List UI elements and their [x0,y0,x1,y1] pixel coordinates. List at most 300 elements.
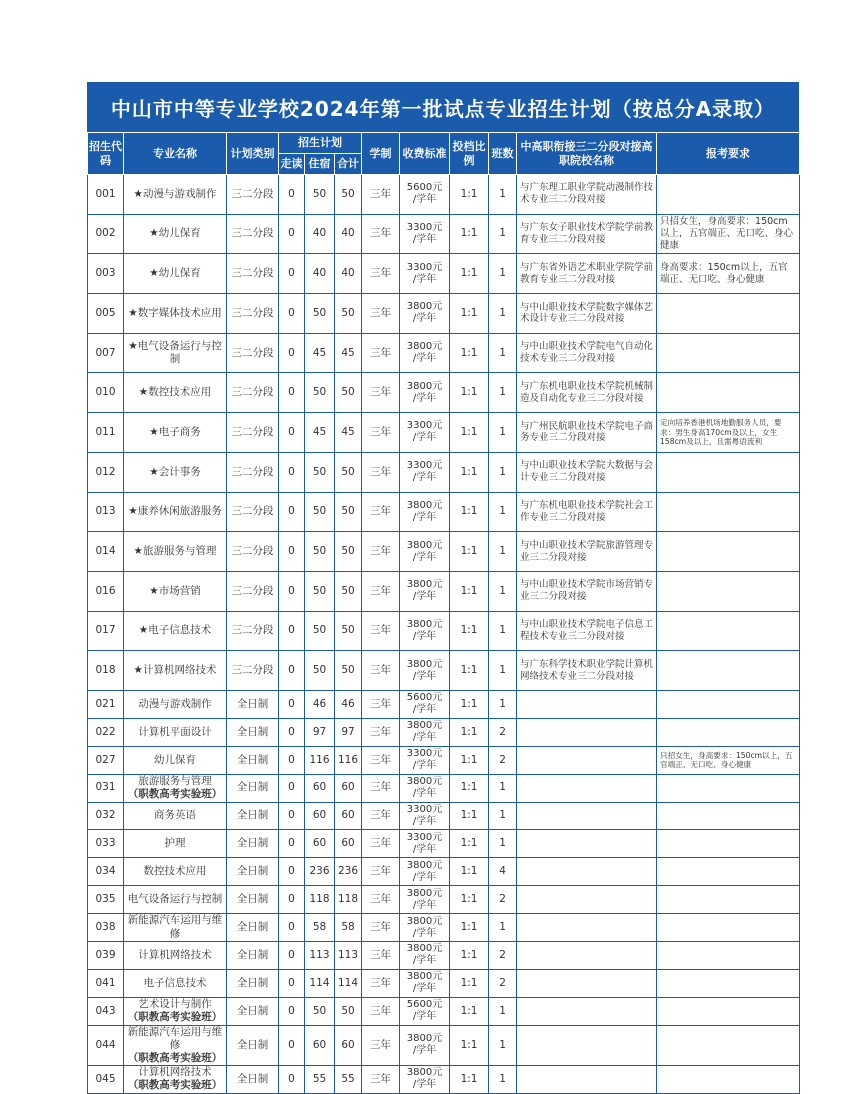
classes-text: 1 [499,584,506,597]
cell-ratio [450,941,489,969]
cell-plan-type [227,969,279,997]
ratio-text: 1:1 [460,386,478,399]
cell-board [305,1066,335,1094]
classes-text: 2 [499,893,506,906]
ratio-text: 1:1 [460,809,478,822]
cell-name [124,294,227,334]
cell-req [657,214,800,254]
fee-unit-text: /学年 [412,1079,437,1091]
cell-fee [400,1025,450,1065]
cell-assoc [517,611,657,651]
name-text: ★电气设备运行与控制 [128,339,222,366]
cell-assoc [517,214,657,254]
total-text: 55 [341,1072,355,1085]
name-text: 计算机网络技术 [138,1066,212,1079]
fee-amount-text: 3800元 [406,887,443,899]
cell-board [305,532,335,572]
cell-fee [400,452,450,492]
cell-years [362,886,400,914]
cell-fee [400,997,450,1025]
name-text: 计算机平面设计 [138,725,212,738]
years-text: 三年 [370,346,392,359]
type-text: 全日制 [236,1004,269,1017]
total-text: 50 [341,544,355,557]
cell-board [305,492,335,532]
code-text: 032 [95,809,116,822]
cell-assoc [517,969,657,997]
cell-day [279,914,305,942]
enrollment-plan-sheet [87,82,799,1094]
cell-plan-type [227,718,279,746]
ratio-text: 1:1 [460,465,478,478]
fee-unit-text: /学年 [412,732,437,744]
cell-code [88,571,124,611]
name-text: ★幼儿保育 [149,267,201,280]
table-row [88,1066,800,1094]
total-text: 60 [341,781,355,794]
cell-classes [489,651,517,691]
cell-ratio [450,858,489,886]
board-text: 50 [312,544,327,557]
cell-assoc [517,333,657,373]
cell-assoc [517,941,657,969]
assoc-text: 与中山职业技术学院旅游管理专业三二分段对接 [520,539,654,563]
classes-text: 1 [499,1072,506,1085]
day-text: 0 [288,187,295,200]
cell-day [279,492,305,532]
fee-unit-text: /学年 [412,353,437,365]
header-plan: 招生计划 [279,133,362,154]
code-text: 001 [95,187,116,200]
fee-amount-text: 3300元 [406,222,443,234]
table-row [88,611,800,651]
cell-day [279,718,305,746]
table-row [88,294,800,334]
cell-code [88,452,124,492]
cell-code [88,373,124,413]
cell-code [88,214,124,254]
cell-assoc [517,175,657,215]
years-text: 三年 [370,809,392,822]
cell-ratio [450,492,489,532]
cell-ratio [450,611,489,651]
type-text: 三二分段 [231,425,274,438]
cell-classes [489,858,517,886]
board-text: 113 [309,948,330,961]
day-text: 0 [288,306,295,319]
fee-unit-text: /学年 [412,1011,437,1023]
total-text: 50 [341,386,355,399]
type-text: 三二分段 [231,227,274,240]
cell-code [88,941,124,969]
cell-years [362,969,400,997]
cell-code [88,886,124,914]
cell-board [305,774,335,802]
total-text: 40 [341,267,355,280]
cell-years [362,941,400,969]
cell-plan-type [227,690,279,718]
fee-unit-text: /学年 [412,843,437,855]
ratio-text: 1:1 [460,425,478,438]
cell-total [335,830,362,858]
cell-years [362,373,400,413]
code-text: 002 [95,227,116,240]
code-text: 033 [95,837,116,850]
fee-amount-text: 3800元 [406,579,443,591]
type-text: 全日制 [236,781,269,794]
cell-req [657,718,800,746]
years-text: 三年 [370,948,392,961]
years-text: 三年 [370,920,392,933]
cell-plan-type [227,746,279,774]
cell-day [279,774,305,802]
classes-text: 1 [499,187,506,200]
cell-assoc [517,746,657,774]
day-text: 0 [288,809,295,822]
cell-name [124,1025,227,1065]
cell-classes [489,690,517,718]
cell-name [124,802,227,830]
req-text: 身高要求：150cm以上，五官端正、无口吃、身心健康 [660,261,788,285]
fee-unit-text: /学年 [412,899,437,911]
cell-code [88,914,124,942]
name-text: 艺术设计与制作 [138,998,212,1011]
ratio-text: 1:1 [460,544,478,557]
cell-day [279,532,305,572]
code-text: 022 [95,725,116,738]
cell-classes [489,492,517,532]
cell-req [657,858,800,886]
total-text: 50 [341,505,355,518]
cell-name [124,830,227,858]
cell-fee [400,373,450,413]
fee-unit-text: /学年 [412,392,437,404]
code-text: 010 [95,386,116,399]
name-text: 计算机网络技术 [138,948,212,961]
total-text: 40 [341,227,355,240]
cell-req [657,294,800,334]
cell-fee [400,746,450,774]
classes-text: 2 [499,725,506,738]
cell-code [88,802,124,830]
ratio-text: 1:1 [460,624,478,637]
years-text: 三年 [370,187,392,200]
cell-fee [400,175,450,215]
years-text: 三年 [370,425,392,438]
classes-text: 1 [499,781,506,794]
cell-years [362,802,400,830]
header-code: 招生代码 [88,133,124,175]
cell-board [305,969,335,997]
cell-ratio [450,690,489,718]
assoc-text: 与中山职业技术学院电气自动化技术专业三二分段对接 [520,341,654,365]
code-text: 039 [95,948,116,961]
classes-text: 1 [499,1004,506,1017]
years-text: 三年 [370,1072,392,1085]
years-text: 三年 [370,725,392,738]
header-assoc: 中高职衔接三二分段对接高职院校名称 [517,133,657,175]
cell-total [335,858,362,886]
cell-assoc [517,413,657,453]
cell-ratio [450,254,489,294]
board-text: 55 [312,1072,327,1085]
classes-text: 1 [499,227,506,240]
cell-ratio [450,1025,489,1065]
day-text: 0 [288,624,295,637]
cell-day [279,941,305,969]
cell-code [88,175,124,215]
cell-day [279,611,305,651]
cell-fee [400,333,450,373]
table-row [88,214,800,254]
cell-req [657,492,800,532]
cell-code [88,333,124,373]
type-text: 全日制 [236,725,269,738]
ratio-text: 1:1 [460,584,478,597]
type-text: 全日制 [236,948,269,961]
fee-amount-text: 3800元 [406,915,443,927]
cell-years [362,333,400,373]
name-text: ★计算机网络技术 [133,664,217,677]
cell-code [88,718,124,746]
cell-total [335,492,362,532]
cell-board [305,294,335,334]
type-text: 三二分段 [231,544,274,557]
cell-board [305,914,335,942]
cell-classes [489,774,517,802]
cell-day [279,1066,305,1094]
code-text: 007 [95,346,116,359]
cell-board [305,413,335,453]
cell-classes [489,802,517,830]
cell-code [88,690,124,718]
cell-classes [489,1066,517,1094]
cell-plan-type [227,941,279,969]
day-text: 0 [288,781,295,794]
cell-classes [489,830,517,858]
name-text: ★幼儿保育 [149,227,201,240]
ratio-text: 1:1 [460,227,478,240]
cell-total [335,1066,362,1094]
type-text: 全日制 [236,837,269,850]
board-text: 50 [312,505,327,518]
years-text: 三年 [370,837,392,850]
ratio-text: 1:1 [460,865,478,878]
cell-name [124,452,227,492]
board-text: 46 [312,697,327,710]
cell-assoc [517,914,657,942]
classes-text: 1 [499,267,506,280]
name-text: ★动漫与游戏制作 [133,187,217,200]
cell-code [88,294,124,334]
cell-plan-type [227,254,279,294]
cell-ratio [450,886,489,914]
cell-code [88,858,124,886]
fee-amount-text: 3800元 [406,943,443,955]
code-text: 038 [95,920,116,933]
fee-amount-text: 3800元 [406,720,443,732]
cell-plan-type [227,1066,279,1094]
cell-plan-type [227,175,279,215]
type-text: 全日制 [236,865,269,878]
years-text: 三年 [370,781,392,794]
cell-years [362,718,400,746]
years-text: 三年 [370,306,392,319]
name-sub-text: （职教高考实验班） [127,1051,223,1064]
cell-day [279,175,305,215]
cell-ratio [450,774,489,802]
name-text: ★市场营销 [149,584,201,597]
cell-years [362,175,400,215]
classes-text: 1 [499,837,506,850]
cell-fee [400,774,450,802]
cell-assoc [517,774,657,802]
name-text: ★电子商务 [149,425,201,438]
cell-name [124,858,227,886]
classes-text: 1 [499,1038,506,1051]
table-row [88,413,800,453]
cell-years [362,254,400,294]
board-text: 50 [312,624,327,637]
name-text: 商务英语 [154,809,196,822]
cell-fee [400,532,450,572]
req-text: 只招女生，身高要求：150cm以上，五官端正、无口吃、身心健康 [660,216,794,251]
cell-fee [400,214,450,254]
cell-fee [400,858,450,886]
fee-unit-text: /学年 [412,234,437,246]
cell-classes [489,941,517,969]
cell-day [279,858,305,886]
day-text: 0 [288,1038,295,1051]
type-text: 三二分段 [231,664,274,677]
cell-day [279,254,305,294]
table-row [88,858,800,886]
day-text: 0 [288,1004,295,1017]
board-text: 114 [309,976,330,989]
ratio-text: 1:1 [460,920,478,933]
fee-unit-text: /学年 [412,670,437,682]
cell-years [362,413,400,453]
classes-text: 1 [499,920,506,933]
cell-req [657,651,800,691]
cell-code [88,651,124,691]
cell-plan-type [227,532,279,572]
cell-total [335,175,362,215]
assoc-text: 与广东机电职业技术学院机械制造及自动化专业三二分段对接 [520,380,654,404]
cell-day [279,452,305,492]
cell-years [362,611,400,651]
cell-plan-type [227,997,279,1025]
cell-classes [489,175,517,215]
name-text: 动漫与游戏制作 [138,697,212,710]
cell-classes [489,294,517,334]
cell-day [279,294,305,334]
cell-plan-type [227,886,279,914]
cell-req [657,774,800,802]
fee-unit-text: /学年 [412,630,437,642]
cell-name [124,611,227,651]
cell-board [305,611,335,651]
fee-unit-text: /学年 [412,551,437,563]
enrollment-table [87,132,800,1094]
header-req: 报考要求 [657,133,800,175]
cell-req [657,690,800,718]
name-sub-text: （职教高考实验班） [127,1079,223,1092]
fee-amount-text: 3300元 [406,748,443,760]
cell-day [279,571,305,611]
board-text: 40 [312,227,327,240]
cell-board [305,830,335,858]
cell-years [362,452,400,492]
type-text: 三二分段 [231,187,274,200]
cell-years [362,746,400,774]
cell-plan-type [227,774,279,802]
cell-req [657,830,800,858]
cell-code [88,774,124,802]
cell-req [657,333,800,373]
cell-years [362,214,400,254]
board-text: 50 [312,584,327,597]
cell-ratio [450,914,489,942]
cell-plan-type [227,214,279,254]
table-row [88,651,800,691]
cell-classes [489,969,517,997]
fee-unit-text: /学年 [412,871,437,883]
cell-plan-type [227,914,279,942]
cell-code [88,492,124,532]
cell-board [305,452,335,492]
code-text: 045 [95,1072,116,1085]
cell-total [335,1025,362,1065]
cell-plan-type [227,373,279,413]
cell-req [657,175,800,215]
years-text: 三年 [370,865,392,878]
total-text: 60 [341,837,355,850]
cell-assoc [517,254,657,294]
cell-fee [400,886,450,914]
board-text: 60 [312,781,327,794]
ratio-text: 1:1 [460,725,478,738]
cell-code [88,1066,124,1094]
cell-assoc [517,1066,657,1094]
type-text: 全日制 [236,1038,269,1051]
cell-total [335,214,362,254]
cell-total [335,774,362,802]
header-day: 走读 [279,154,305,175]
code-text: 011 [95,425,116,438]
cell-name [124,651,227,691]
type-text: 全日制 [236,1072,269,1085]
cell-name [124,969,227,997]
day-text: 0 [288,505,295,518]
ratio-text: 1:1 [460,187,478,200]
cell-ratio [450,214,489,254]
cell-fee [400,651,450,691]
fee-unit-text: /学年 [412,194,437,206]
cell-board [305,254,335,294]
cell-board [305,802,335,830]
header-name: 专业名称 [124,133,227,175]
cell-ratio [450,571,489,611]
years-text: 三年 [370,624,392,637]
board-text: 45 [312,346,327,359]
total-text: 46 [341,697,355,710]
code-text: 027 [95,753,116,766]
type-text: 全日制 [236,920,269,933]
board-text: 60 [312,1038,327,1051]
cell-total [335,651,362,691]
name-text: 旅游服务与管理 [138,774,212,787]
